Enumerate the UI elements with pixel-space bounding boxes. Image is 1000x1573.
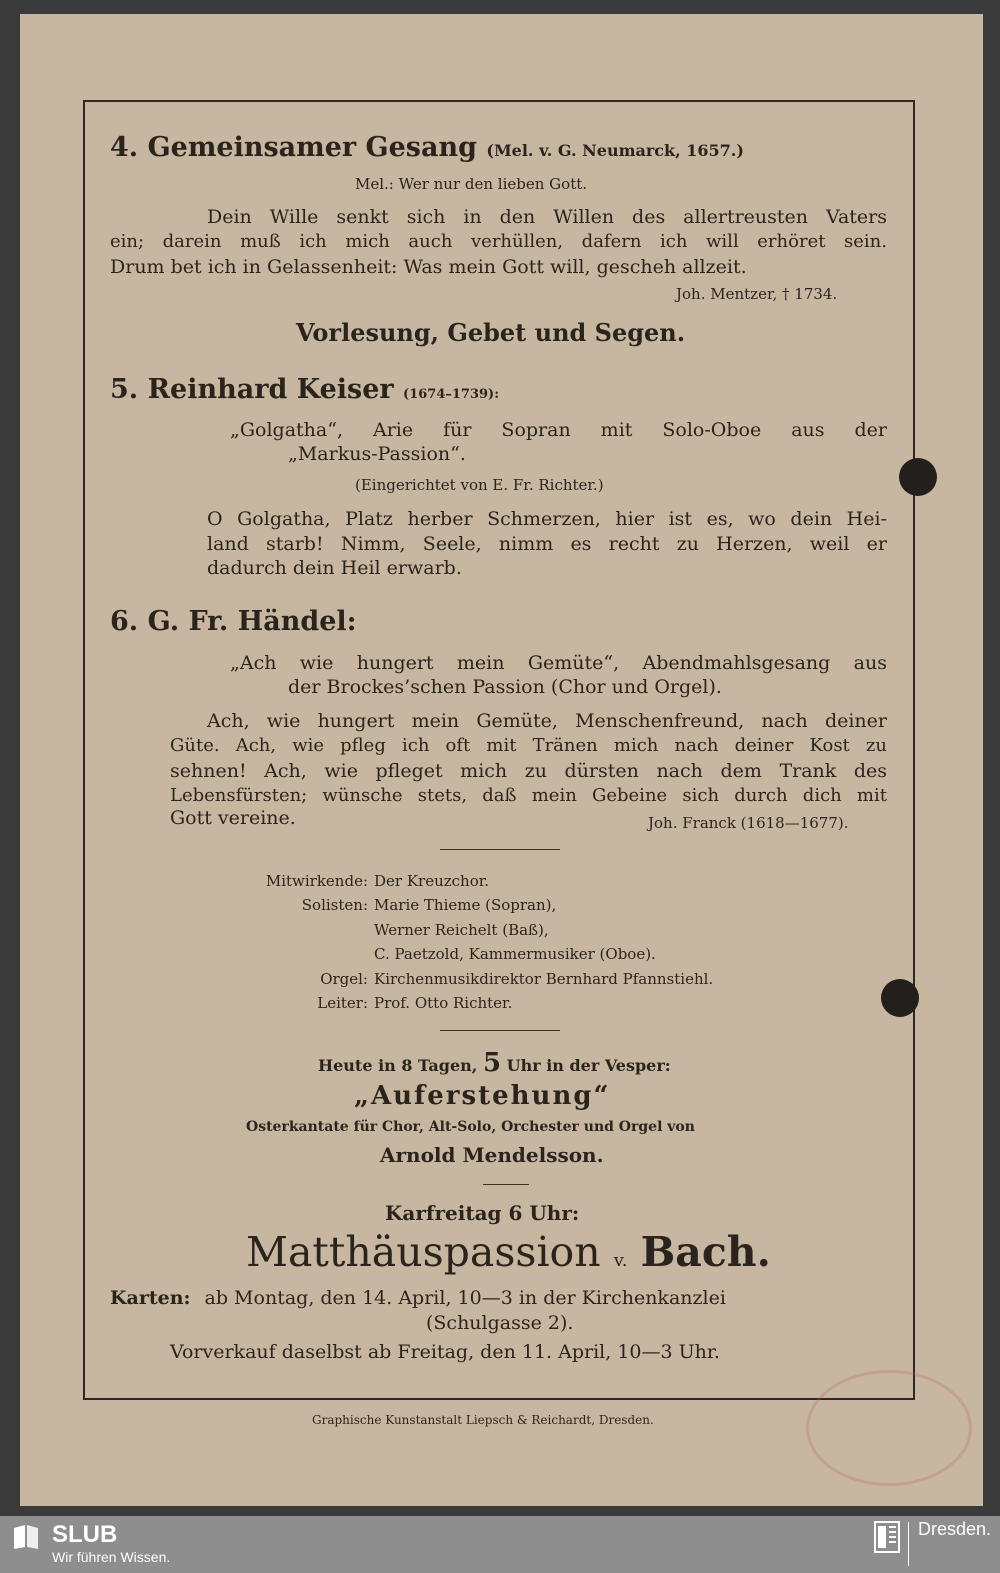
credits-label-6: Leiter: — [317, 994, 368, 1012]
item6-work-line-1: „Ach wie hungert mein Gemüte“, Abendmahlsgesang aus — [230, 652, 887, 674]
item5-line-2: land starb! Nimm, Seele, nimm es recht zu Herzen, weil er — [207, 533, 887, 555]
announce-desc: Osterkantate für Chor, Alt-Solo, Orchester und Orgel von — [246, 1119, 695, 1135]
item4-author: Joh. Mentzer, † 1734. — [676, 285, 838, 303]
item6-number: 6. — [110, 606, 139, 637]
dresden-crest-icon — [874, 1521, 900, 1553]
goodfriday-by: v. — [613, 1250, 628, 1271]
reading-heading: Vorlesung, Gebet und Segen. — [296, 318, 686, 347]
credits-value-1: Der Kreuzchor. — [374, 872, 490, 890]
item6-author: Joh. Franck (1618—1677). — [648, 814, 849, 832]
goodfriday-date: Karfreitag 6 Uhr: — [385, 1201, 580, 1225]
credits-value-4: C. Paetzold, Kammermusiker (Oboe). — [374, 945, 656, 963]
credits-label-2: Solisten: — [301, 896, 368, 914]
library-stamp — [806, 1370, 972, 1486]
footer-divider — [908, 1522, 909, 1566]
item4-line-3: Drum bet ich in Gelassenheit: Was mein Gott will, gescheh allzeit. — [110, 256, 747, 278]
goodfriday-tickets — [110, 1287, 887, 1309]
item4-heading — [110, 132, 744, 163]
item6-last-line: Gott vereine. — [170, 807, 296, 829]
item4-line-2: ein; darein muß ich mich auch verhüllen, dafern ich will erhöret sein. — [110, 231, 887, 252]
slub-book-icon — [12, 1522, 40, 1550]
item4-melody: Mel.: Wer nur den lieben Gott. — [355, 175, 588, 193]
announce-line — [318, 1048, 671, 1078]
goodfriday-composer: Bach. — [640, 1228, 771, 1276]
item6-line-1: Ach, wie hungert mein Gemüte, Menschenfreund, nach deiner — [207, 710, 887, 732]
item6-title: G. Fr. Händel: — [147, 606, 357, 637]
printer-credit: Graphische Kunstanstalt Liepsch & Reichardt, Dresden. — [312, 1413, 654, 1427]
item5-line-3: dadurch dein Heil erwarb. — [207, 557, 462, 579]
item5-number: 5. — [110, 374, 139, 405]
item4-meta: (Mel. v. G. Neumarck, 1657.) — [486, 141, 744, 160]
item4-title: Gemeinsamer Gesang — [147, 132, 477, 163]
credits-value-2: Marie Thieme (Sopran), — [374, 896, 557, 914]
divider-1 — [440, 849, 560, 850]
tickets-text: ab Montag, den 14. April, 10—3 in der Kirchenkanzlei — [204, 1287, 726, 1309]
item6-line-2: Güte. Ach, wie pfleg ich oft mit Tränen mich nach deiner Kost zu — [170, 735, 887, 756]
credits-label-5: Orgel: — [320, 970, 368, 988]
credits-value-3: Werner Reichelt (Baß), — [374, 921, 549, 939]
punch-hole-upper — [899, 458, 937, 496]
tickets-label: Karten: — [110, 1287, 191, 1309]
presale: Vorverkauf daselbst ab Freitag, den 11. April, 10—3 Uhr. — [170, 1341, 720, 1363]
item5-work-line-1: „Golgatha“, Arie für Sopran mit Solo-Oboe aus der — [230, 419, 887, 441]
announce-suffix: Uhr in der Vesper: — [506, 1056, 671, 1075]
divider-3 — [483, 1184, 529, 1185]
item6-heading — [110, 606, 357, 637]
credits-label-1: Mitwirkende: — [265, 872, 368, 890]
divider-2 — [440, 1030, 560, 1031]
slub-tagline: Wir führen Wissen. — [52, 1549, 171, 1565]
goodfriday-title — [246, 1228, 771, 1276]
announce-time-number: 5 — [482, 1048, 502, 1078]
item5-heading — [110, 374, 499, 405]
announce-title: „Auferstehung“ — [354, 1081, 611, 1111]
item6-line-3: sehnen! Ach, wie pfleget mich zu dürsten nach dem Trank des — [170, 760, 887, 782]
tickets-address: (Schulgasse 2). — [426, 1312, 574, 1334]
item4-number: 4. — [110, 132, 139, 163]
item5-arranged: (Eingerichtet von E. Fr. Richter.) — [355, 476, 604, 494]
slub-brand[interactable]: SLUB — [52, 1521, 118, 1548]
item5-title: Reinhard Keiser — [147, 374, 394, 405]
item6-work-line-2: der Brockes’schen Passion (Chor und Orgel). — [288, 676, 722, 698]
credits-value-5: Kirchenmusikdirektor Bernhard Pfannstiehl. — [374, 970, 714, 988]
announce-prefix: Heute in 8 Tagen, — [318, 1056, 478, 1075]
announce-composer: Arnold Mendelsson. — [380, 1143, 604, 1167]
item4-line-1: Dein Wille senkt sich in den Willen des allertreusten Vaters — [207, 206, 887, 228]
credits-value-6: Prof. Otto Richter. — [374, 994, 513, 1012]
goodfriday-work: Matthäuspassion — [246, 1228, 601, 1276]
item5-work-line-2: „Markus-Passion“. — [288, 443, 466, 465]
item5-years: (1674–1739): — [403, 387, 500, 402]
item5-line-1: O Golgatha, Platz herber Schmerzen, hier ist es, wo dein Hei- — [207, 508, 887, 530]
punch-hole-lower — [881, 979, 919, 1017]
dresden-logo[interactable]: Dresden. — [918, 1519, 992, 1539]
item6-line-4: Lebensfürsten; wünsche stets, daß mein Gebeine sich durch dich mit — [170, 785, 887, 806]
